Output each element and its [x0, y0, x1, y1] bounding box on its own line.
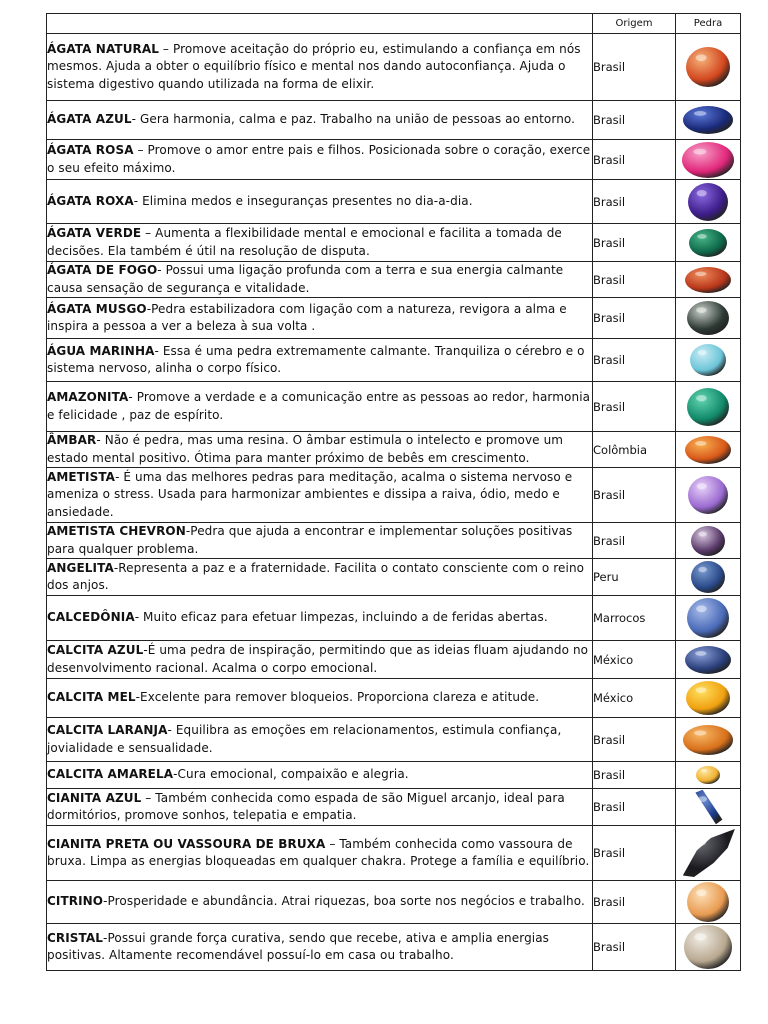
stone-highlight: [697, 234, 707, 239]
stone-description: - É uma das melhores pedras para meditação, acalma o sistema nervoso e ameniza o stress. Usada para harmonizar ambientes e dissipa a raiva, ódio, medo e ansiedade.: [47, 469, 573, 519]
stone-origin: Brasil: [593, 224, 676, 262]
stone-description-cell: [47, 826, 593, 881]
stone-highlight: [693, 148, 706, 154]
stone-origin: Brasil: [593, 523, 676, 559]
stone-origin: Brasil: [593, 140, 676, 180]
stone-image-cell: [676, 382, 741, 432]
stone-name: ÁGATA VERDE: [47, 226, 142, 240]
orange-agate-stone-shape: [686, 47, 730, 87]
green-agate-stone-shape: [689, 229, 727, 257]
stone-origin: Brasil: [593, 180, 676, 224]
stone-highlight: [695, 441, 707, 446]
stone-description-cell: [47, 762, 593, 789]
stone-highlight: [696, 395, 707, 401]
stone-image-cell: [676, 468, 741, 523]
stone-description: -Pedra estabilizadora com ligação com a natureza, revigora a alma e inspira a pessoa a ver a beleza à sua volta .: [47, 301, 567, 333]
orange-calcite-stone-icon: [682, 724, 734, 756]
stone-description: - Equilibra as emoções em relacionamentos, estimula confiança, jovialidade e sensualidade.: [47, 723, 562, 755]
stone-image-cell: [676, 101, 741, 140]
header-row: [47, 14, 741, 34]
stone-origin: Brasil: [593, 718, 676, 762]
stone-highlight: [696, 307, 707, 313]
blue-kyanite-stone-icon: [690, 789, 726, 825]
citrine-stone-shape: [687, 882, 729, 922]
stone-name: ÁGATA ROXA: [47, 193, 134, 208]
stone-highlight: [698, 350, 707, 355]
stone-highlight: [697, 190, 707, 196]
table-row: [47, 262, 741, 298]
stone-description-cell: [47, 339, 593, 382]
stone-highlight: [695, 933, 707, 940]
table-row: [47, 339, 741, 382]
stone-description-cell: [47, 382, 593, 432]
stone-highlight: [696, 889, 707, 896]
stone-description: – Promove aceitação do próprio eu, estimulando a confiança em nós mesmos. Ajuda a obter o equilíbrio físico e mental nos dando autoconfiança. Ajuda o sistema digestivo quando utilizada na forma de elixir.: [47, 41, 581, 91]
amber-stone-shape: [685, 436, 731, 464]
stone-origin: México: [593, 641, 676, 679]
stone-image-cell: [676, 789, 741, 826]
stone-name: ÁGATA AZUL: [47, 112, 132, 127]
table-row: [47, 924, 741, 971]
table-row: [47, 881, 741, 924]
stone-highlight: [694, 111, 706, 116]
table-row: [47, 718, 741, 762]
stone-description: - Possui uma ligação profunda com a terra e sua energia calmante causa sensação de segurança e vitalidade.: [47, 263, 564, 295]
amber-stone-icon: [684, 435, 732, 465]
aquamarine-stone-shape: [690, 344, 726, 376]
purple-agate-stone-shape: [688, 183, 728, 221]
table-row: [47, 180, 741, 224]
table-row: [47, 826, 741, 881]
table-row: [47, 34, 741, 101]
stone-origin: Peru: [593, 559, 676, 596]
table-row: [47, 224, 741, 262]
stone-image-cell: [676, 224, 741, 262]
table-row: [47, 596, 741, 641]
table-row: [47, 468, 741, 523]
stone-image-cell: [676, 298, 741, 339]
aquamarine-stone-icon: [689, 343, 727, 377]
stone-name: CALCITA LARANJA: [47, 723, 168, 737]
stone-description: - Elimina medos e inseguranças presentes no dia-a-dia.: [133, 193, 473, 208]
stone-image-cell: [676, 596, 741, 641]
stone-image-cell: [676, 140, 741, 180]
black-kyanite-stone-shape: [683, 829, 735, 877]
blue-agate-stone-icon: [682, 105, 734, 135]
stones-table: [46, 13, 741, 971]
yellow-calcite-stone-icon: [695, 765, 721, 785]
stone-description: -Excelente para remover bloqueios. Proporciona clareza e atitude.: [135, 690, 540, 705]
stone-highlight: [696, 605, 707, 612]
stone-description-cell: [47, 641, 593, 679]
stone-highlight: [696, 687, 707, 693]
header-pedra: Pedra: [676, 14, 741, 34]
yellow-calcite-stone-shape: [696, 766, 720, 784]
table-row: [47, 641, 741, 679]
stone-description: - Não é pedra, mas uma resina. O âmbar estimula o intelecto e promove um estado mental positivo. Ótima para manter próximo de bebês em crescimento.: [47, 433, 564, 465]
stone-description-cell: [47, 789, 593, 826]
stone-origin: Brasil: [593, 339, 676, 382]
table-row: [47, 432, 741, 468]
stone-origin: Brasil: [593, 826, 676, 881]
stone-description-cell: [47, 523, 593, 559]
stone-image-cell: [676, 826, 741, 881]
stone-image-cell: [676, 180, 741, 224]
stone-highlight: [693, 838, 706, 846]
blue-calcite-stone-icon: [684, 645, 732, 675]
stone-name: CIANITA PRETA OU VASSOURA DE BRUXA: [47, 836, 326, 851]
stone-name: CALCEDÔNIA: [47, 610, 135, 625]
quartz-crystal-stone-shape: [684, 925, 732, 969]
stone-highlight: [696, 54, 707, 61]
stone-name: ANGELITA: [47, 560, 114, 575]
stone-origin: Marrocos: [593, 596, 676, 641]
stone-description-cell: [47, 559, 593, 596]
stone-description-cell: [47, 924, 593, 971]
chalcedony-stone-icon: [686, 597, 730, 639]
purple-agate-stone-icon: [687, 182, 729, 222]
stone-description: - Promove a verdade e a comunicação entre as pessoas ao redor, harmonia e felicidade , paz de espírito.: [47, 390, 591, 422]
stone-highlight: [698, 567, 707, 572]
stone-description-cell: [47, 224, 593, 262]
moss-agate-stone-icon: [686, 300, 730, 336]
stone-origin: Brasil: [593, 924, 676, 971]
stone-description-cell: [47, 180, 593, 224]
chevron-amethyst-stone-shape: [691, 526, 725, 556]
fire-agate-stone-icon: [684, 266, 732, 294]
stone-name: AMETISTA: [47, 469, 116, 484]
stone-description: -Prosperidade e abundância. Atrai riquezas, boa sorte nos negócios e trabalho.: [103, 894, 585, 909]
table-row: [47, 762, 741, 789]
stone-description: - Essa é uma pedra extremamente calmante. Tranquiliza o cérebro e o sistema nervoso, alinha o corpo físico.: [47, 343, 585, 375]
stone-description: - Muito eficaz para efetuar limpezas, incluindo a de feridas abertas.: [134, 610, 548, 625]
stone-name: ÂMBAR: [47, 433, 97, 447]
stone-description-cell: [47, 881, 593, 924]
stone-image-cell: [676, 339, 741, 382]
quartz-crystal-stone-icon: [683, 924, 733, 970]
stone-origin: Brasil: [593, 298, 676, 339]
stone-image-cell: [676, 924, 741, 971]
stone-image-cell: [676, 718, 741, 762]
stone-highlight: [694, 730, 706, 735]
stone-origin: México: [593, 679, 676, 718]
pink-agate-stone-icon: [681, 141, 735, 179]
stone-description: – Promove o amor entre pais e filhos. Posicionada sobre o coração, exerce o seu efeito máximo.: [47, 143, 591, 175]
stone-name: CIANITA AZUL: [47, 790, 142, 805]
table-row: [47, 523, 741, 559]
stone-description: -Representa a paz e a fraternidade. Facilita o contato consciente com o reino dos anjos.: [47, 560, 585, 592]
honey-calcite-stone-icon: [685, 680, 731, 716]
stone-description-cell: [47, 596, 593, 641]
amazonite-stone-shape: [687, 388, 729, 426]
stone-origin: Brasil: [593, 101, 676, 140]
stone-description: – Aumenta a flexibilidade mental e emocional e facilita a tomada de decisões. Ela também é útil na resolução de disputa.: [47, 226, 562, 258]
stone-description-cell: [47, 262, 593, 298]
stone-image-cell: [676, 523, 741, 559]
stone-image-cell: [676, 432, 741, 468]
stone-name: ÁGATA MUSGO: [47, 301, 147, 316]
stone-origin: Brasil: [593, 382, 676, 432]
stone-highlight: [698, 531, 707, 536]
stone-highlight: [695, 651, 707, 656]
table-row: [47, 559, 741, 596]
stone-name: CRISTAL: [47, 930, 104, 945]
stone-image-cell: [676, 559, 741, 596]
amethyst-stone-shape: [688, 476, 728, 514]
stone-name: ÁGATA ROSA: [47, 143, 134, 157]
stone-origin: Brasil: [593, 34, 676, 101]
stone-origin: Brasil: [593, 468, 676, 523]
citrine-stone-icon: [686, 881, 730, 923]
blue-calcite-stone-shape: [685, 646, 731, 674]
stone-description: - Gera harmonia, calma e paz. Trabalho na união de pessoas ao entorno.: [131, 112, 576, 127]
angelite-stone-shape: [691, 561, 725, 593]
stone-name: CITRINO: [47, 894, 104, 909]
stone-name: AMETISTA CHEVRON: [47, 524, 186, 538]
chalcedony-stone-shape: [687, 598, 729, 638]
stone-description-cell: [47, 101, 593, 140]
stone-description: – Também conhecida como espada de são Miguel arcanjo, ideal para dormitórios, promove sonhos, telepatia e empatia.: [47, 790, 565, 822]
stone-name: CALCITA AZUL: [47, 643, 144, 657]
stone-image-cell: [676, 679, 741, 718]
stone-description-cell: [47, 34, 593, 101]
stone-origin: Colômbia: [593, 432, 676, 468]
stone-name: CALCITA MEL: [47, 690, 136, 705]
stone-description-cell: [47, 679, 593, 718]
stone-description: -É uma pedra de inspiração, permitindo que as ideias fluam ajudando no desenvolvimento racional. Acalma o corpo emocional.: [47, 643, 589, 675]
stone-description: -Pedra que ajuda a encontrar e implementar soluções positivas para qualquer problema.: [47, 524, 573, 556]
stone-origin: Brasil: [593, 789, 676, 826]
stone-description-cell: [47, 468, 593, 523]
stone-description-cell: [47, 298, 593, 339]
stone-name: AMAZONITA: [47, 390, 129, 404]
stone-highlight: [695, 271, 707, 275]
stone-image-cell: [676, 262, 741, 298]
stone-description-cell: [47, 432, 593, 468]
stone-description-cell: [47, 718, 593, 762]
angelite-stone-icon: [690, 560, 726, 594]
table-row: [47, 140, 741, 180]
stone-highlight: [697, 483, 707, 489]
stone-highlight: [701, 769, 707, 772]
stone-description-cell: [47, 140, 593, 180]
blue-kyanite-stone-shape: [695, 790, 722, 825]
table-row: [47, 101, 741, 140]
green-agate-stone-icon: [688, 228, 728, 258]
stone-origin: Brasil: [593, 262, 676, 298]
stone-image-cell: [676, 762, 741, 789]
blue-agate-stone-shape: [683, 106, 733, 134]
stone-origin: Brasil: [593, 762, 676, 789]
header-origem: Origem: [593, 14, 676, 34]
orange-calcite-stone-shape: [683, 725, 733, 755]
header-blank: [47, 14, 593, 34]
amazonite-stone-icon: [686, 387, 730, 427]
table-row: [47, 382, 741, 432]
stone-image-cell: [676, 34, 741, 101]
table-row: [47, 298, 741, 339]
stone-origin: Brasil: [593, 881, 676, 924]
black-kyanite-stone-icon: [680, 828, 736, 878]
honey-calcite-stone-shape: [686, 681, 730, 715]
stone-name: ÁGATA NATURAL: [47, 41, 160, 56]
stone-image-cell: [676, 641, 741, 679]
stone-description: -Possui grande força curativa, sendo que recebe, ativa e amplia energias positivas. Altamente recomendável possuí-lo em casa ou trabalho.: [47, 930, 550, 962]
stone-name: ÁGUA MARINHA: [47, 343, 155, 358]
stone-name: CALCITA AMARELA: [47, 767, 174, 782]
amethyst-stone-icon: [687, 475, 729, 515]
table-row: [47, 789, 741, 826]
pink-agate-stone-shape: [682, 142, 734, 178]
chevron-amethyst-stone-icon: [690, 525, 726, 557]
fire-agate-stone-shape: [685, 267, 731, 293]
moss-agate-stone-shape: [687, 301, 729, 335]
stone-highlight: [698, 796, 707, 802]
table-row: [47, 679, 741, 718]
orange-agate-stone-icon: [685, 46, 731, 88]
stone-description: – Também conhecida como vassoura de bruxa. Limpa as energias bloqueadas em qualquer chakra. Protege a família e equilíbrio.: [47, 836, 590, 868]
stone-name: ÁGATA DE FOGO: [47, 263, 158, 277]
stone-image-cell: [676, 881, 741, 924]
stone-description: -Cura emocional, compaixão e alegria.: [173, 767, 409, 782]
